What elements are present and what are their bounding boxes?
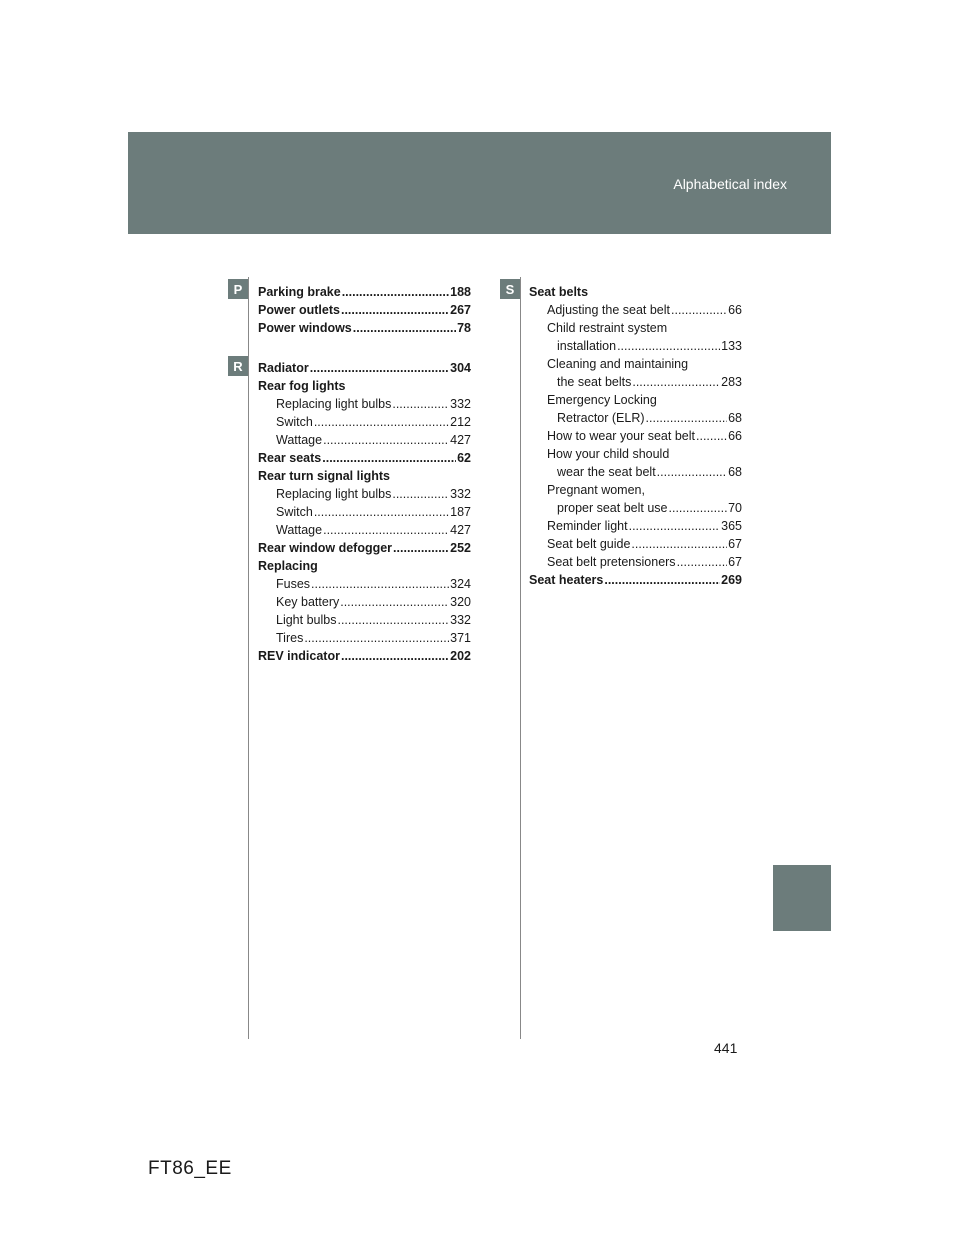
index-column-left: [258, 283, 471, 665]
index-entry: REV indicator ..... 202: [258, 647, 471, 665]
footer-code: FT86_EE: [148, 1158, 232, 1179]
index-subentry: wear the seat belt ..... 68: [529, 463, 742, 481]
index-subentry: installation ..... 133: [529, 337, 742, 355]
side-thumb-tab: [773, 865, 831, 931]
index-heading: Rear fog lights: [258, 379, 346, 393]
index-heading: Replacing: [258, 559, 318, 573]
index-subentry: Light bulbs ..... 332: [258, 611, 471, 629]
index-entry: Seat heaters ..... 269: [529, 571, 742, 589]
index-subentry: the seat belts ..... 283: [529, 373, 742, 391]
index-subentry: Switch ..... 212: [258, 413, 471, 431]
index-subentry-heading: Emergency Locking: [547, 393, 657, 407]
index-subentry: Seat belt pretensioners ..... 67: [529, 553, 742, 571]
index-entry: Rear seats ..... 62: [258, 449, 471, 467]
index-subentry-heading: Cleaning and maintaining: [547, 357, 689, 371]
section-title: Alphabetical index: [673, 176, 787, 192]
index-subentry: Tires ..... 371: [258, 629, 471, 647]
index-heading: Seat belts: [529, 285, 589, 299]
index-subentry-heading: How your child should: [547, 447, 670, 461]
letter-tab-p: P: [228, 279, 248, 299]
index-subentry: Replacing light bulbs ..... 332: [258, 395, 471, 413]
index-subentry: Switch ..... 187: [258, 503, 471, 521]
index-subentry: proper seat belt use ..... 70: [529, 499, 742, 517]
index-entry: Power outlets ..... 267: [258, 301, 471, 319]
index-subentry: Replacing light bulbs ..... 332: [258, 485, 471, 503]
index-subentry-heading: Pregnant women,: [547, 483, 645, 497]
index-subentry-heading: Child restraint system: [547, 321, 668, 335]
index-column-right: [529, 283, 742, 589]
index-subentry: Retractor (ELR) ..... 68: [529, 409, 742, 427]
column-divider-right: [520, 277, 521, 1039]
index-subentry: Wattage ..... 427: [258, 431, 471, 449]
index-entry: Radiator ..... 304: [258, 359, 471, 377]
header-band: [128, 132, 831, 234]
index-subentry: Fuses ..... 324: [258, 575, 471, 593]
index-subentry: Seat belt guide ..... 67: [529, 535, 742, 553]
index-entry: Power windows ..... 78: [258, 319, 471, 337]
index-entry: Parking brake ..... 188: [258, 283, 471, 301]
page-number: 441: [714, 1040, 738, 1056]
letter-tab-s: S: [500, 279, 520, 299]
letter-tab-r: R: [228, 356, 248, 376]
index-subentry: Reminder light ..... 365: [529, 517, 742, 535]
index-subentry: Key battery ..... 320: [258, 593, 471, 611]
index-subentry: Adjusting the seat belt ..... 66: [529, 301, 742, 319]
index-subentry: How to wear your seat belt ..... 66: [529, 427, 742, 445]
index-subentry: Wattage ..... 427: [258, 521, 471, 539]
column-divider-left: [248, 277, 249, 1039]
index-heading: Rear turn signal lights: [258, 469, 390, 483]
index-entry: Rear window defogger ..... 252: [258, 539, 471, 557]
